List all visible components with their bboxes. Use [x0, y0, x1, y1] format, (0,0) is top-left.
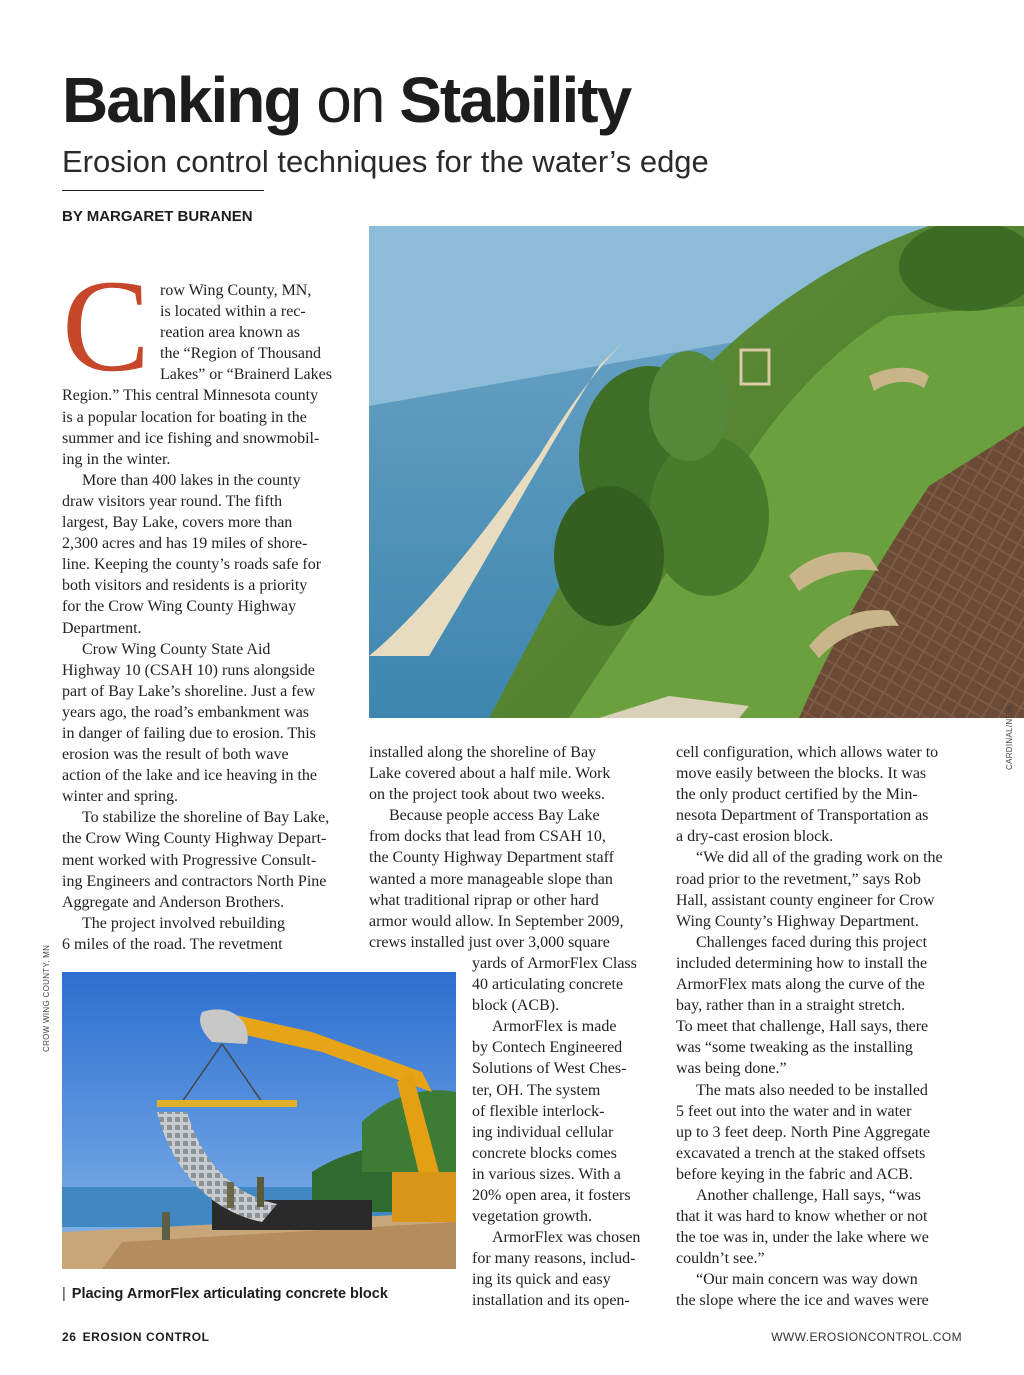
- text-line: line. Keeping the county’s roads safe for: [62, 556, 322, 574]
- footer-left: [62, 1330, 210, 1344]
- text-line: before keying in the fabric and ACB.: [676, 1165, 913, 1183]
- text-line: Solutions of West Ches-: [472, 1060, 627, 1078]
- text-line: erosion was the result of both wave: [62, 746, 289, 764]
- text-line: road prior to the revetment,” says Rob: [676, 870, 921, 888]
- text-line: row Wing County, MN,: [160, 282, 312, 299]
- text-line: 40 articulating concrete: [472, 976, 624, 994]
- article-column-1: [62, 280, 352, 955]
- headline-word-banking: Banking: [62, 64, 301, 136]
- text-line: concrete blocks comes: [472, 1144, 617, 1162]
- text-line: that it was hard to know whether or not: [676, 1208, 928, 1226]
- text-line: To meet that challenge, Hall says, there: [676, 1018, 929, 1036]
- text-line: what traditional riprap or other hard: [369, 891, 599, 909]
- text-line: 5 feet out into the water and in water: [676, 1102, 912, 1120]
- text-line: for the Crow Wing County Highway: [62, 598, 297, 616]
- text-line: the “Region of Thousand: [160, 345, 322, 363]
- hero-photo-credit: CARDINAL/NEW: [1005, 705, 1014, 770]
- text-line: The project involved rebuilding: [82, 914, 286, 932]
- text-line: crews installed just over 3,000 square: [369, 933, 610, 951]
- footer-section: EROSION CONTROL: [82, 1330, 210, 1344]
- text-line: reation area known as: [160, 324, 300, 342]
- text-line: years ago, the road’s embankment was: [62, 703, 310, 721]
- text-line: winter and spring.: [62, 788, 178, 806]
- text-line: excavated a trench at the staked offsets: [676, 1144, 926, 1162]
- text-line: is located within a rec-: [160, 303, 306, 321]
- hero-photo-illustration: [369, 226, 1024, 718]
- photo-caption: [62, 1284, 388, 1304]
- text-line: for many reasons, includ-: [472, 1250, 636, 1268]
- text-line: Aggregate and Anderson Brothers.: [62, 893, 285, 911]
- text-line: was being done.”: [676, 1060, 787, 1078]
- text-line: is a popular location for boating in the: [62, 408, 307, 426]
- article-subtitle: Erosion control techniques for the water’s edge: [62, 144, 709, 179]
- excavator-photo-illustration: [62, 972, 456, 1269]
- article-headline: [62, 62, 630, 138]
- text-line: the toe was in, under the lake where we: [676, 1229, 929, 1247]
- excavator-photo: [62, 972, 456, 1269]
- text-line: ter, OH. The system: [472, 1081, 601, 1099]
- text-line: nesota Department of Transportation as: [676, 807, 929, 825]
- text-line: a dry-cast erosion block.: [676, 828, 834, 846]
- text-line: in various sizes. With a: [472, 1165, 621, 1183]
- text-line: 6 miles of the road. The revetment: [62, 935, 283, 953]
- caption-bar: |: [62, 1286, 66, 1302]
- text-line: installed along the shoreline of Bay: [369, 744, 597, 761]
- text-line: ing its quick and easy: [472, 1271, 611, 1289]
- text-line: wanted a more manageable slope than: [369, 870, 613, 888]
- text-line: yards of ArmorFlex Class: [472, 954, 637, 972]
- text-line: the County Highway Department staff: [369, 849, 614, 867]
- text-line: bay, rather than in a straight stretch.: [676, 997, 906, 1015]
- text-line: Wing County’s Highway Department.: [676, 912, 919, 930]
- footer-url: WWW.EROSIONCONTROL.COM: [771, 1330, 962, 1344]
- text-line: Challenges faced during this project: [696, 933, 928, 951]
- text-line: the only product certified by the Min-: [676, 786, 918, 804]
- page-number: 26: [62, 1330, 77, 1344]
- headline-word-on: on: [300, 64, 400, 136]
- text-line: ArmorFlex was chosen: [492, 1229, 641, 1247]
- headline-word-stability: Stability: [399, 64, 631, 136]
- text-line: Lakes” or “Brainerd Lakes: [160, 366, 332, 384]
- text-line: up to 3 feet deep. North Pine Aggregate: [676, 1123, 931, 1141]
- text-line: The mats also needed to be installed: [696, 1081, 928, 1099]
- text-line: armor would allow. In September 2009,: [369, 912, 624, 930]
- text-line: Crow Wing County State Aid: [82, 640, 271, 658]
- text-line: Department.: [62, 619, 142, 637]
- text-line: move easily between the blocks. It was: [676, 765, 927, 783]
- text-line: ing in the winter.: [62, 450, 171, 468]
- text-line: cell configuration, which allows water to: [676, 744, 939, 761]
- text-line: Region.” This central Minnesota county: [62, 387, 319, 405]
- text-line: included determining how to install the: [676, 954, 928, 972]
- text-line: couldn’t see.”: [676, 1250, 765, 1268]
- article-column-3: [676, 742, 966, 1312]
- text-line: draw visitors year round. The fifth: [62, 492, 283, 510]
- byline: BY MARGARET BURANEN: [62, 208, 253, 225]
- text-line: “We did all of the grading work on the: [696, 849, 943, 867]
- text-line: ArmorFlex mats along the curve of the: [676, 976, 925, 994]
- text-line: vegetation growth.: [472, 1208, 592, 1226]
- text-line: 2,300 acres and has 19 miles of shore-: [62, 535, 308, 553]
- text-line: installation and its open-: [472, 1292, 630, 1310]
- caption-text: Placing ArmorFlex articulating concrete block: [71, 1286, 388, 1302]
- text-line: Because people access Bay Lake: [389, 807, 600, 825]
- drop-cap: C: [62, 252, 151, 399]
- text-line: part of Bay Lake’s shoreline. Just a few: [62, 682, 316, 700]
- text-line: action of the lake and ice heaving in the: [62, 767, 318, 785]
- text-line: ing individual cellular: [472, 1123, 614, 1141]
- text-line: largest, Bay Lake, covers more than: [62, 514, 293, 532]
- text-line: ing Engineers and contractors North Pine: [62, 872, 327, 890]
- text-line: the Crow Wing County Highway Depart-: [62, 830, 327, 848]
- text-line: Highway 10 (CSAH 10) runs alongside: [62, 661, 315, 679]
- text-line: was “some tweaking as the installing: [676, 1039, 913, 1057]
- text-line: the slope where the ice and waves were: [676, 1292, 929, 1310]
- text-line: summer and ice fishing and snowmobil-: [62, 429, 320, 447]
- excavator-photo-credit: CROW WING COUNTY, MN: [42, 944, 51, 1052]
- text-line: 20% open area, it fosters: [472, 1186, 631, 1204]
- header-divider: [62, 190, 264, 191]
- hero-photo-lake-bluff: [369, 226, 1024, 718]
- text-line: ArmorFlex is made: [492, 1018, 617, 1036]
- text-line: of flexible interlock-: [472, 1102, 605, 1120]
- text-line: Lake covered about a half mile. Work: [369, 765, 611, 783]
- text-line: by Contech Engineered: [472, 1039, 623, 1057]
- text-line: Another challenge, Hall says, “was: [696, 1186, 921, 1204]
- text-line: both visitors and residents is a priority: [62, 577, 308, 595]
- text-line: ment worked with Progressive Consult-: [62, 851, 317, 869]
- text-line: block (ACB).: [472, 997, 560, 1015]
- text-line: More than 400 lakes in the county: [82, 471, 301, 489]
- text-line: Hall, assistant county engineer for Crow: [676, 891, 935, 909]
- text-line: from docks that lead from CSAH 10,: [369, 828, 606, 846]
- text-line: To stabilize the shoreline of Bay Lake,: [82, 809, 330, 827]
- text-line: in danger of failing due to erosion. This: [62, 724, 316, 742]
- text-line: on the project took about two weeks.: [369, 786, 605, 804]
- text-line: “Our main concern was way down: [696, 1271, 918, 1289]
